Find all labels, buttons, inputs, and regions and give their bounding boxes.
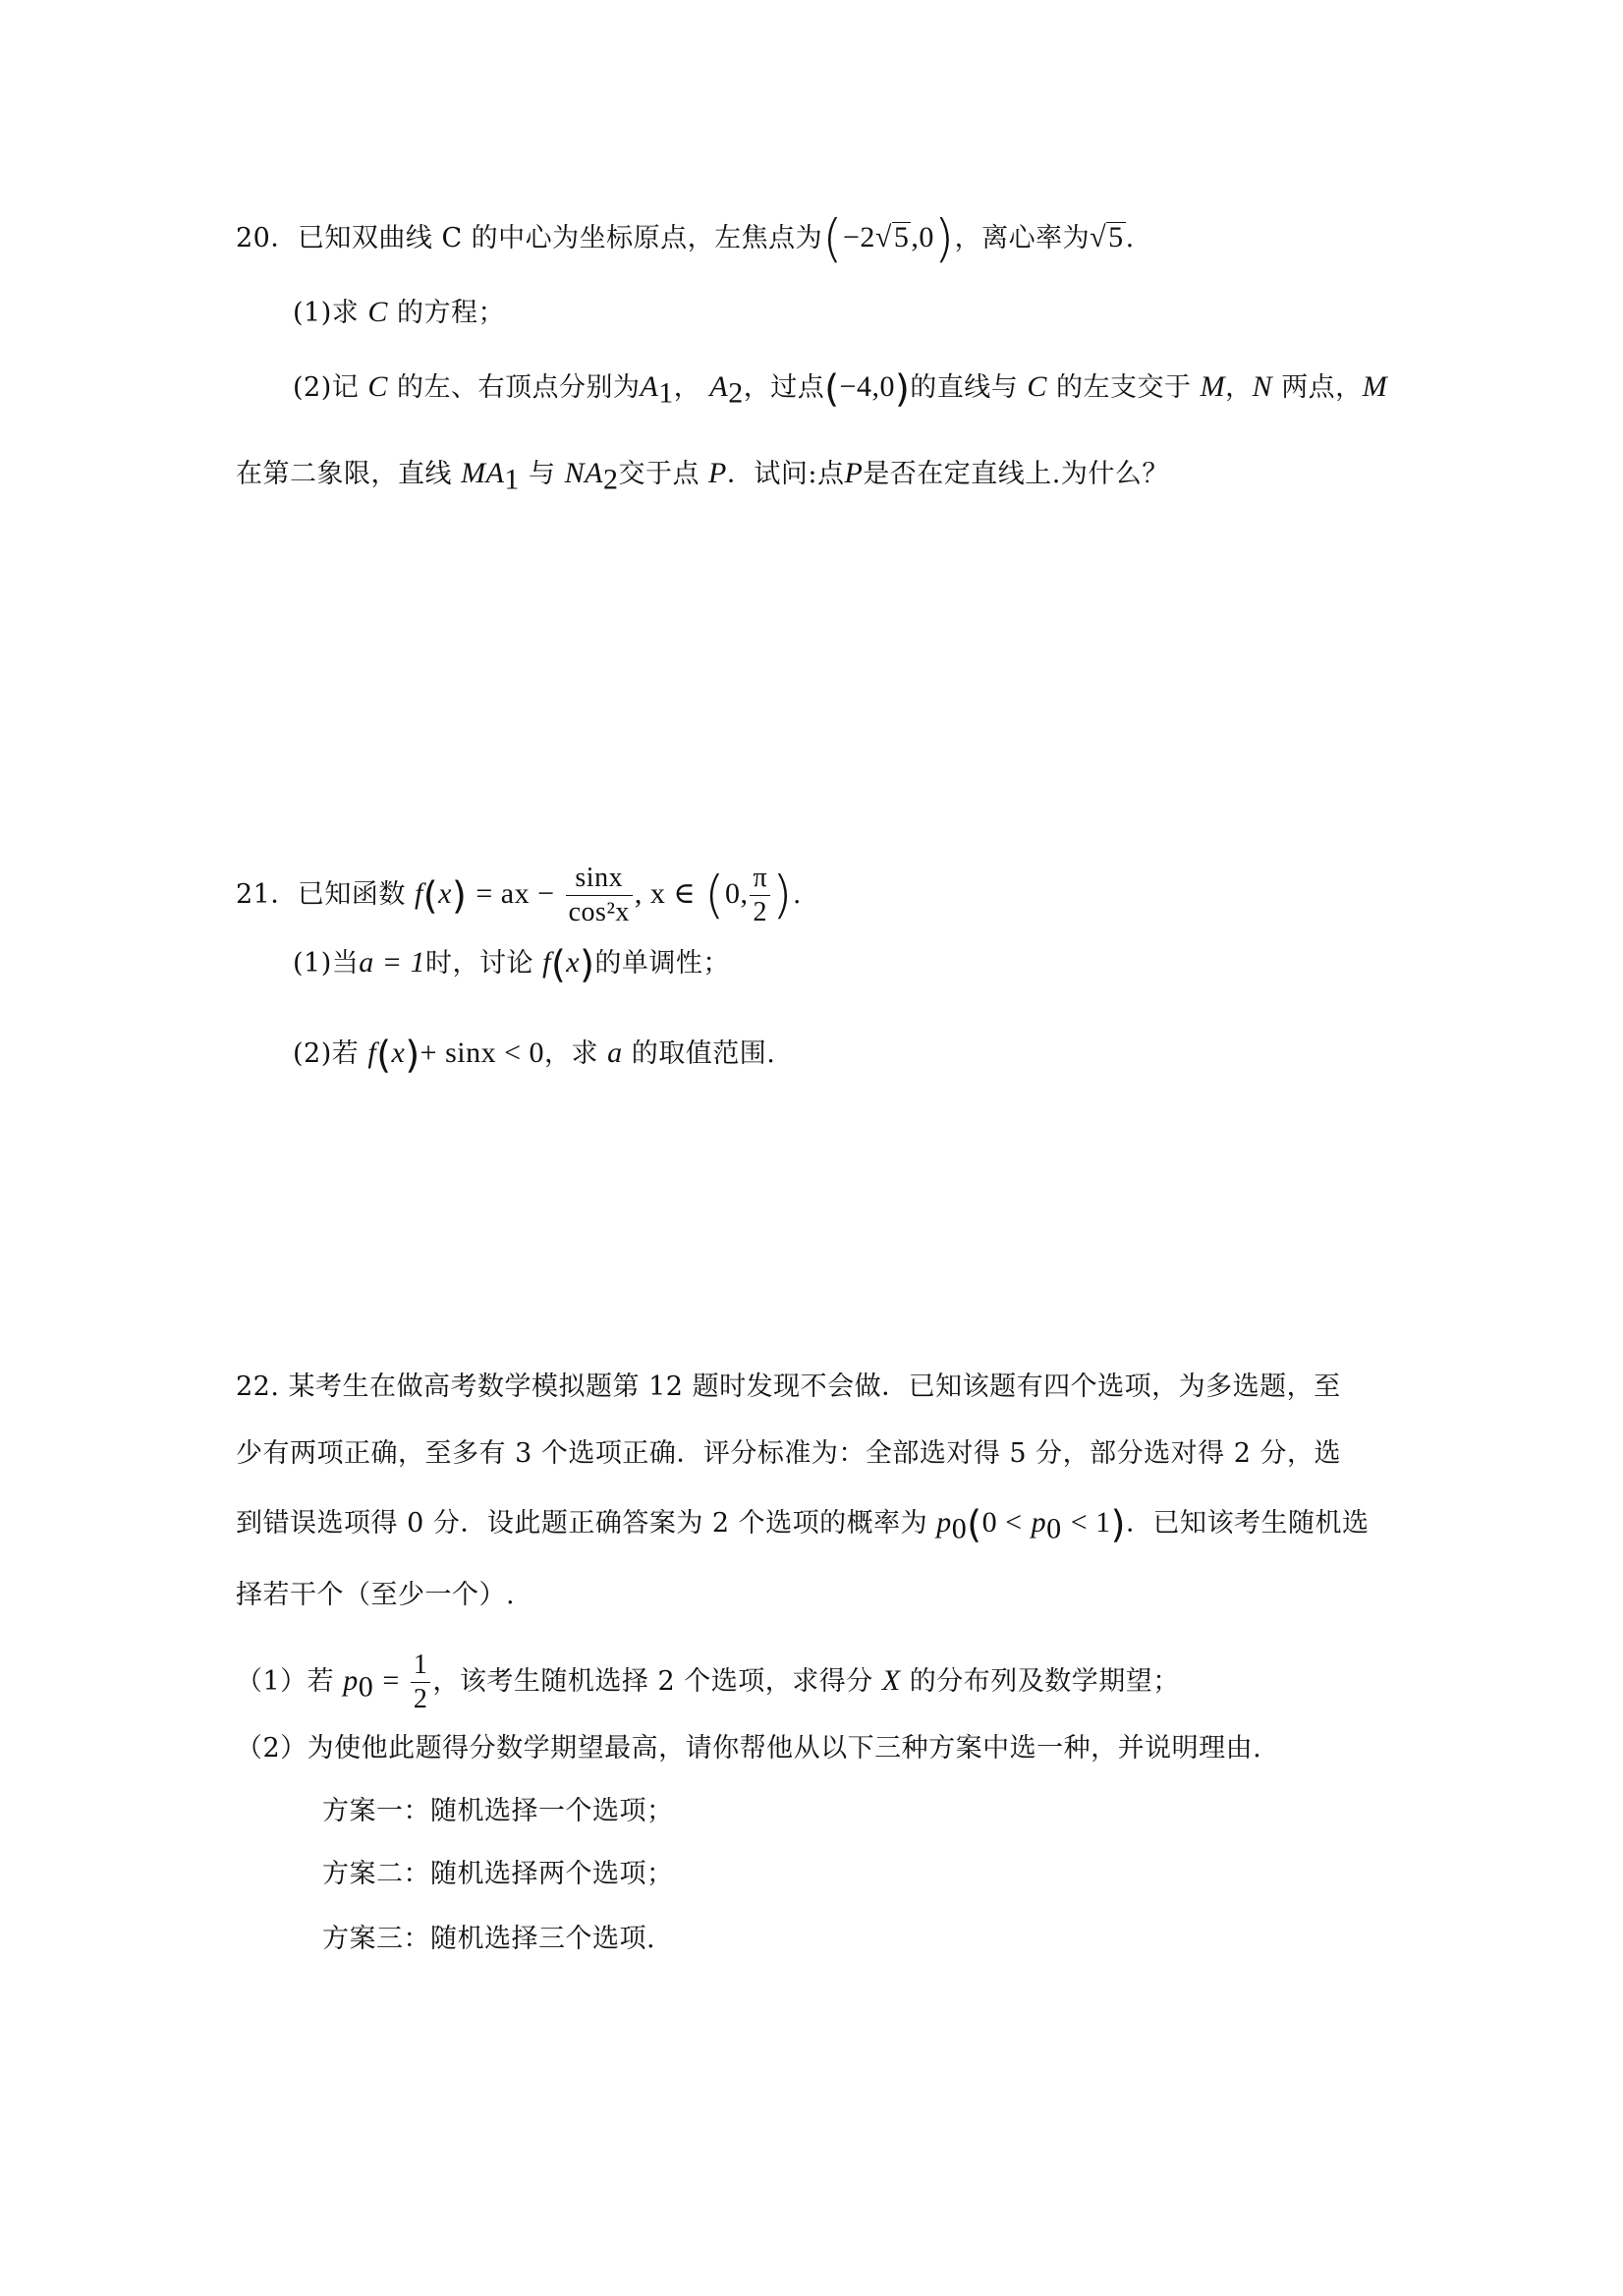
- var-p0: p: [1031, 1506, 1047, 1539]
- q20-focus: −2: [842, 221, 875, 253]
- q22-part1-text-c: 的分布列及数学期望；: [909, 1666, 1180, 1697]
- q21-stem-text: 已知函数: [297, 879, 406, 910]
- q20-line2-a: 在第二象限，直线: [236, 459, 452, 489]
- q21-end: .: [792, 879, 802, 910]
- right-paren: ): [405, 1033, 420, 1077]
- left-paren: (: [422, 873, 439, 918]
- var-f: f: [367, 1036, 377, 1069]
- left-paren: (: [376, 1033, 392, 1077]
- var-f: f: [542, 946, 551, 979]
- q22-text-line2: 少有两项正确，至多有 3 个选项正确．评分标准为：全部选对得 5 分，部分选对得 2 分，选: [236, 1438, 1342, 1469]
- right-paren: ): [933, 209, 955, 269]
- plan-one: 方案一：随机选择一个选项；: [322, 1796, 674, 1826]
- fraction-numerator: 1: [411, 1649, 431, 1683]
- left-paren: (: [550, 942, 567, 986]
- q22-part2-text: （2）为使他此题得分数学期望最高，请你帮他从以下三种方案中选一种，并说明理由.: [236, 1733, 1262, 1764]
- q22-text-line1: 某考生在做高考数学模拟题第 12 题时发现不会做．已知该题有四个选项，为多选题，至: [288, 1372, 1341, 1402]
- q20-line2-b: 交于点: [618, 459, 700, 489]
- q20-part1-label: (1)求: [293, 298, 360, 328]
- q22-line2: [236, 1434, 1341, 1474]
- q22-cond-a: 0 <: [981, 1506, 1023, 1539]
- var-p0: p: [343, 1664, 359, 1697]
- q21-condition-a: a = 1: [359, 946, 425, 979]
- q22-plan2: [322, 1855, 674, 1894]
- q22-part1-text-b: ，该考生随机选择 2 个选项，求得分: [432, 1666, 873, 1697]
- var-n: N: [1252, 370, 1273, 403]
- q22-line1: [236, 1368, 1341, 1407]
- var-x: x: [391, 1036, 406, 1069]
- q20-stem: [236, 209, 1135, 269]
- q22-part1-label: （1）若: [236, 1666, 335, 1697]
- var-f: f: [414, 877, 423, 910]
- fraction-denominator: 2: [753, 897, 768, 927]
- var-x: x: [438, 877, 452, 910]
- fraction-pi-over-2: [750, 862, 770, 929]
- q20-stem-end: .: [1125, 223, 1135, 253]
- plan-three: 方案三：随机选择三个选项.: [322, 1924, 656, 1954]
- right-paren: ): [772, 866, 793, 925]
- q20-part2-text-c: ，过点: [743, 372, 825, 403]
- var-x-capital: X: [881, 1664, 901, 1697]
- q21-zero: 0,: [724, 877, 749, 910]
- q21-part1-text-c: 的单调性；: [594, 948, 730, 979]
- q22-plan3: [322, 1920, 655, 1959]
- q21-part1: [293, 943, 730, 984]
- q21-part2-text-b: ，求: [544, 1038, 599, 1069]
- fraction-denominator: 2: [413, 1684, 428, 1714]
- q20-part2-label: (2)记: [293, 372, 360, 403]
- q20-part2: (2)记 C 的左、右顶点分别为$A_1$， $A_2$，过点(−4,0)的直线与 C 的左支交于 M，N 两点，M: [293, 366, 1388, 411]
- subscript-1: 1: [658, 376, 674, 410]
- sqrt-symbol: √: [1090, 221, 1107, 253]
- q20-and: 与: [529, 459, 556, 489]
- q21-part1-label: (1)当: [293, 948, 360, 979]
- var-na: NA: [564, 457, 603, 489]
- var-c: C: [1027, 370, 1047, 403]
- subscript-2: 2: [728, 376, 744, 410]
- q22-text-line3b: ．已知该考生随机选: [1125, 1508, 1370, 1539]
- var-m: M: [1200, 370, 1226, 403]
- q22-number: 22.: [236, 1372, 280, 1402]
- q22-cond-b: < 1: [1070, 1506, 1111, 1539]
- right-paren: ): [894, 366, 911, 411]
- subscript-1: 1: [504, 463, 520, 496]
- q22-plan1: [322, 1792, 674, 1831]
- q21-number: 21．: [236, 879, 298, 910]
- subscript-0: 0: [358, 1670, 374, 1704]
- q20-part2-line2: [236, 454, 1169, 499]
- q20-part2-text-d: 的直线与: [910, 372, 1019, 403]
- q21-inequality: + sinx < 0: [420, 1036, 545, 1069]
- fraction-numerator: π: [750, 862, 770, 896]
- q20-part2-text-f: 两点，: [1281, 372, 1363, 403]
- q20-line2-d: 是否在定直线上.为什么？: [863, 459, 1169, 489]
- fraction-one-half: [411, 1649, 431, 1716]
- var-c: C: [367, 370, 388, 403]
- q21-stem: [236, 855, 802, 935]
- left-paren: (: [822, 209, 843, 269]
- var-a: a: [607, 1036, 623, 1069]
- q20-stem-a: 已知双曲线 C 的中心为坐标原点，左焦点为: [297, 223, 823, 253]
- sqrt-symbol: √: [874, 221, 892, 253]
- fraction-denominator: cos²x: [568, 897, 630, 927]
- q20-part2-text-b: 的左、右顶点分别为: [396, 372, 641, 403]
- right-paren: ): [580, 942, 595, 986]
- q22-line4: [236, 1576, 515, 1615]
- q22-part2: [236, 1729, 1261, 1768]
- left-paren: (: [824, 366, 840, 411]
- q20-number: 20．: [236, 223, 298, 253]
- q21-part2-text-c: 的取值范围.: [631, 1038, 776, 1069]
- q20-line2-c: ．试问:点: [726, 459, 845, 489]
- var-c: C: [367, 296, 388, 328]
- q20-focus-end: ,0: [911, 221, 934, 253]
- left-paren: (: [967, 1502, 982, 1546]
- var-p: P: [844, 457, 864, 489]
- subscript-0: 0: [1046, 1512, 1062, 1545]
- left-paren: (: [704, 866, 725, 925]
- q21-equation: = ax −: [476, 877, 555, 910]
- var-x: x: [566, 946, 581, 979]
- q20-point: −4,0: [839, 370, 895, 403]
- q21-part2-label: (2)若: [293, 1038, 360, 1069]
- fraction-numerator: sinx: [566, 862, 633, 896]
- q20-ecc-radicand: 5: [1108, 221, 1124, 253]
- q22-text-line4: 择若干个（至少一个）.: [236, 1580, 516, 1610]
- var-ma: MA: [461, 457, 505, 489]
- q20-part1: [293, 293, 505, 333]
- q20-part1-text: 的方程；: [396, 298, 505, 328]
- q21-domain: , x ∈: [634, 877, 697, 910]
- q22-part1: [236, 1647, 1180, 1721]
- q20-part2-text-e: 的左支交于: [1055, 372, 1192, 403]
- var-p: P: [708, 457, 727, 489]
- q22-line3: [236, 1503, 1369, 1548]
- q21-part1-text-b: 时，讨论: [425, 948, 533, 979]
- var-a2: A: [709, 370, 729, 403]
- var-a1: A: [640, 370, 659, 403]
- equals-sign: =: [382, 1664, 400, 1697]
- right-paren: ): [1110, 1502, 1126, 1546]
- right-paren: ): [451, 873, 468, 918]
- plan-two: 方案二：随机选择两个选项；: [322, 1859, 674, 1889]
- subscript-0: 0: [951, 1512, 968, 1545]
- q21-part2: [293, 1034, 775, 1075]
- q20-stem-b: ，离心率为: [954, 223, 1091, 253]
- fraction-sinx-over-cos2x: [566, 862, 633, 929]
- var-m: M: [1362, 370, 1388, 403]
- q22-text-line3a: 到错误选项得 0 分．设此题正确答案为 2 个选项的概率为: [236, 1508, 928, 1539]
- q20-focus-radicand: 5: [893, 221, 910, 253]
- subscript-2: 2: [602, 463, 619, 496]
- var-p0: p: [936, 1506, 952, 1539]
